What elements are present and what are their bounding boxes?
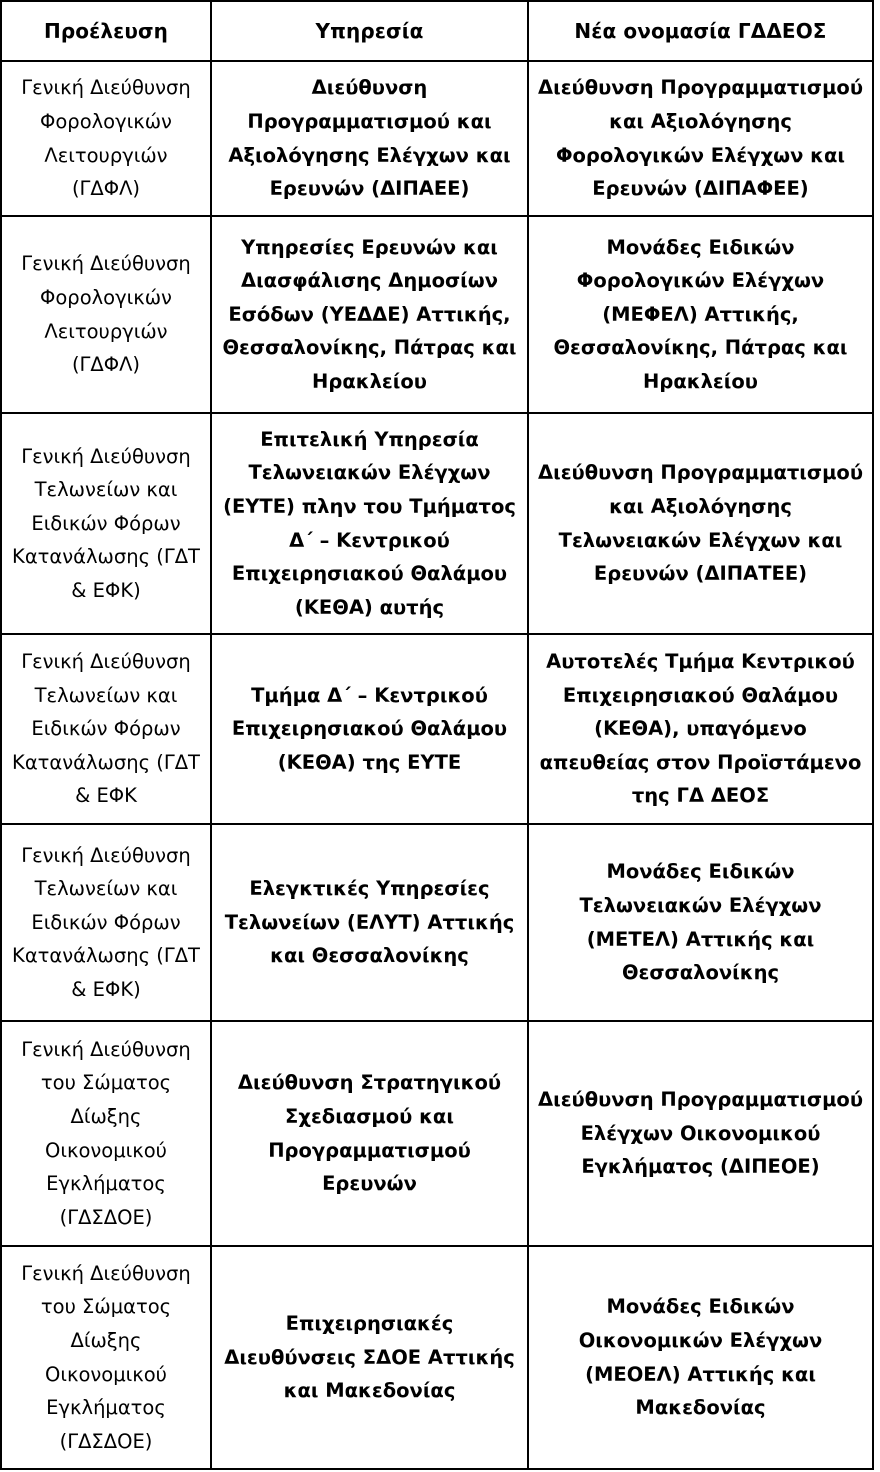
table-row [1,216,873,413]
table-row [1,61,873,216]
cell-text: Γενική Διεύθυνση του Σώματος Δίωξης Οικονομικού Εγκλήματος (ΓΔΣΔΟΕ) [21,1037,191,1229]
cell-service [211,824,528,1021]
cell-text: Μονάδες Ειδικών Οικονομικών Ελέγχων (ΜΕΟΕΛ) Αττικής και Μακεδονίας [578,1295,823,1420]
cell-text: Επιτελική Υπηρεσία Τελωνειακών Ελέγχων (ΕΥΤΕ) πλην του Τμήματος Δ΄ – Κεντρικού Επιχειρησιακού Θαλάμου (ΚΕΘΑ) αυτής [223,427,516,619]
cell-text: Γενική Διεύθυνση Τελωνείων και Ειδικών Φόρων Κατανάλωσης (ΓΔΤ & ΕΦΚ [12,650,200,808]
cell-text: Μονάδες Ειδικών Τελωνειακών Ελέγχων (ΜΕΤΕΛ) Αττικής και Θεσσαλονίκης [579,860,822,985]
cell-text: Διεύθυνση Προγραμματισμού και Αξιολόγησης Τελωνειακών Ελέγχων και Ερευνών (ΔΙΠΑΤΕΕ) [538,461,863,586]
cell-origin [1,634,211,824]
cell-text: Γενική Διεύθυνση Φορολογικών Λειτουργιών (ΓΔΦΛ) [21,76,191,201]
table-row [1,824,873,1021]
cell-text: Διεύθυνση Στρατηγικού Σχεδιασμού και Προγραμματισμού Ερευνών [237,1071,502,1196]
cell-new-name [528,61,873,216]
cell-service [211,634,528,824]
table-row [1,634,873,824]
cell-text: Ελεγκτικές Υπηρεσίες Τελωνείων (ΕΛΥΤ) Αττικής και Θεσσαλονίκης [224,877,515,968]
table-row [1,413,873,634]
table-row [1,1246,873,1469]
cell-new-name [528,1021,873,1246]
cell-new-name [528,824,873,1021]
cell-service [211,216,528,413]
cell-text: Μονάδες Ειδικών Φορολογικών Ελέγχων (ΜΕΦΕΛ) Αττικής, Θεσσαλονίκης, Πάτρας και Ηρακλείου [553,235,848,393]
cell-text: Γενική Διεύθυνση Τελωνείων και Ειδικών Φόρων Κατανάλωσης (ΓΔΤ & ΕΦΚ) [12,843,200,1001]
table-body [1,61,873,1469]
cell-origin [1,1021,211,1246]
cell-text: Γενική Διεύθυνση Φορολογικών Λειτουργιών (ΓΔΦΛ) [21,252,191,377]
cell-text: Γενική Διεύθυνση του Σώματος Δίωξης Οικονομικού Εγκλήματος (ΓΔΣΔΟΕ) [21,1261,191,1453]
cell-text: Αυτοτελές Τμήμα Κεντρικού Επιχειρησιακού Θαλάμου (ΚΕΘΑ), υπαγόμενο απευθείας στον Προϊστάμενο της ΓΔ ΔΕΟΣ [539,650,862,808]
cell-service [211,61,528,216]
cell-text: Διεύθυνση Προγραμματισμού και Αξιολόγησης Φορολογικών Ελέγχων και Ερευνών (ΔΙΠΑΦΕΕ) [538,76,863,201]
cell-text: Διεύθυνση Προγραμματισμού Ελέγχων Οικονομικού Εγκλήματος (ΔΙΠΕΟΕ) [538,1088,863,1179]
cell-service [211,1246,528,1469]
cell-service [211,413,528,634]
cell-origin [1,1246,211,1469]
cell-origin [1,216,211,413]
cell-new-name [528,413,873,634]
cell-text: Γενική Διεύθυνση Τελωνείων και Ειδικών Φόρων Κατανάλωσης (ΓΔΤ & ΕΦΚ) [12,444,200,602]
table-header [1,1,873,61]
cell-text: Υπηρεσίες Ερευνών και Διασφάλισης Δημοσίων Εσόδων (ΥΕΔΔΕ) Αττικής, Θεσσαλονίκης, Πάτρας και Ηρακλείου [222,235,517,393]
cell-origin [1,61,211,216]
cell-text: Επιχειρησιακές Διευθύνσεις ΣΔΟΕ Αττικής και Μακεδονίας [224,1312,515,1403]
cell-new-name [528,634,873,824]
cell-new-name [528,216,873,413]
cell-new-name [528,1246,873,1469]
column-header-service: Υπηρεσία [211,1,528,61]
column-header-origin: Προέλευση [1,1,211,61]
table-header-row [1,1,873,61]
cell-origin [1,824,211,1021]
cell-text: Διεύθυνση Προγραμματισμού και Αξιολόγησης Ελέγχων και Ερευνών (ΔΙΠΑΕΕ) [228,76,511,201]
column-header-new-name: Νέα ονομασία ΓΔΔΕΟΣ [528,1,873,61]
cell-service [211,1021,528,1246]
cell-text: Τμήμα Δ΄ – Κεντρικού Επιχειρησιακού Θαλάμου (ΚΕΘΑ) της ΕΥΤΕ [231,683,508,774]
table-row [1,1021,873,1246]
cell-origin [1,413,211,634]
